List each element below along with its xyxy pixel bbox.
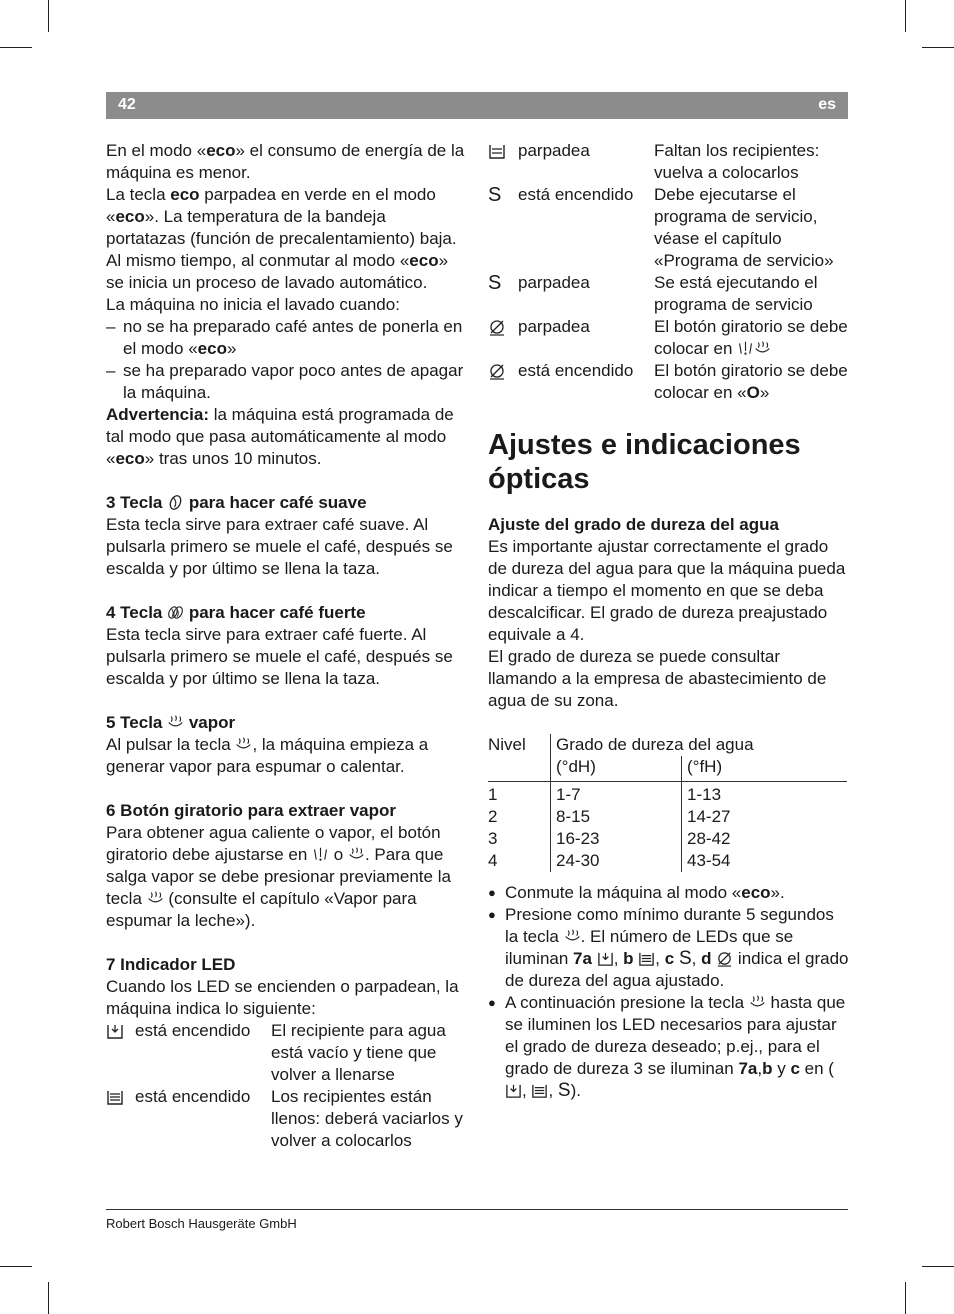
table-cell: 8-15 [551, 806, 682, 828]
table-cell: 3 [488, 829, 498, 848]
led-description: El recipiente para agua está vacío y tiene que volver a llenarse [271, 1021, 446, 1084]
table-header-row [488, 756, 847, 782]
list-item: – se ha preparado vapor poco antes de apagar la máquina. [106, 360, 468, 404]
rotary-knob-icon [488, 318, 506, 336]
steam-icon [167, 714, 184, 731]
table-header-cell: (°fH) [682, 756, 848, 782]
warning-paragraph: Advertencia: la máquina está programada de tal modo que pasa automáticamente al modo «eco» tras unos 10 minutos. [106, 405, 454, 468]
led-indicator-row [488, 184, 850, 272]
table-cell: 16-23 [551, 828, 682, 850]
eco-paragraph-2: La tecla eco parpadea en verde en el modo «eco». La temperatura de la bandeja portatazas (función de precalentamiento) baja. [106, 185, 457, 248]
page-header-bar [106, 92, 848, 119]
section-text: Al pulsar la tecla , la máquina empieza a generar vapor para espumar o calentar. [106, 735, 429, 776]
led-description: Faltan los recipientes: vuelva a colocarlos [654, 141, 820, 182]
service-symbol: S [488, 272, 502, 294]
steam-icon [564, 928, 581, 945]
table-cell: 1-13 [682, 782, 848, 807]
water-tank-icon [106, 1022, 124, 1040]
crop-mark [922, 1266, 954, 1267]
list-item: – no se ha preparado café antes de ponerla en el modo «eco» [106, 316, 468, 360]
section-heading: 3 Tecla para hacer café suave [106, 493, 367, 512]
grounds-container-icon [638, 950, 655, 967]
grounds-container-icon [531, 1082, 548, 1099]
eco-paragraph-4: La máquina no inicia el lavado cuando: [106, 295, 400, 314]
strong-coffee-beans-icon [167, 604, 184, 621]
led-state: parpadea [518, 273, 590, 292]
eco-paragraph-1: En el modo «eco» el consumo de energía de la máquina es menor. [106, 141, 465, 182]
language-code: es [818, 96, 836, 113]
grounds-container-icon [106, 1088, 124, 1106]
hot-water-icon [737, 340, 754, 357]
footer-company: Robert Bosch Hausgeräte GmbH [106, 1216, 297, 1231]
section-text: Esta tecla sirve para extraer café fuerte. Al pulsarla primero se muele el café, después se escalda y por último se llena la taza. [106, 625, 453, 688]
service-symbol: S [488, 184, 502, 206]
table-row [488, 828, 847, 850]
list-item: ● Presione como mínimo durante 5 segundos la tecla . El número de LEDs que se iluminan 7a , b , c S, d indica el grado de dureza del agua ajustado. [488, 904, 850, 992]
water-tank-icon [505, 1082, 522, 1099]
section-heading: 7 Indicador LED [106, 955, 236, 974]
table-header-row [488, 734, 847, 756]
crop-mark [48, 0, 49, 32]
led-description: Debe ejecutarse el programa de servicio, véase el capítulo «Programa de servicio» [654, 185, 834, 270]
table-header-cell [488, 756, 551, 782]
rotary-knob-icon [488, 362, 506, 380]
table-cell: 28-42 [682, 828, 848, 850]
table-cell: 4 [488, 851, 498, 870]
led-state: está encendido [135, 1021, 251, 1040]
section-text: Para obtener agua caliente o vapor, el botón giratorio debe ajustarse en o . Para que salga vapor se debe presionar previamente la tecla (consulte el capítulo «Vapor para espumar la leche»). [106, 823, 451, 930]
steam-icon [348, 846, 365, 863]
steam-icon [235, 736, 252, 753]
led-indicator-row [106, 1086, 468, 1152]
table-header-cell: Nivel [488, 735, 526, 754]
led-description: Se está ejecutando el programa de servicio [654, 273, 818, 314]
table-cell: 2 [488, 807, 498, 826]
crop-mark [922, 47, 954, 48]
led-indicator-row [488, 316, 850, 360]
crop-mark [905, 1282, 906, 1314]
crop-mark [0, 47, 32, 48]
list-item: ● Conmute la máquina al modo «eco». [488, 882, 850, 904]
right-column [488, 140, 850, 1102]
table-cell: 1 [488, 785, 498, 804]
table-cell: 14-27 [682, 806, 848, 828]
rotary-knob-icon [716, 950, 733, 967]
water-tank-icon [597, 950, 614, 967]
list-item: ● A continuación presione la tecla hasta que se iluminen los LED necesarios para ajustar el grado de dureza deseado; p.ej., para el grado de dureza 3 se iluminan 7a,b y c en (, , S). [488, 992, 850, 1102]
led-description: Los recipientes están llenos: deberá vaciarlos y volver a colocarlos [271, 1087, 463, 1150]
steam-icon [754, 340, 771, 357]
section-heading: 5 Tecla vapor [106, 713, 236, 732]
led-indicator-row [488, 360, 850, 404]
led-state: está encendido [518, 361, 634, 380]
table-header-cell: Grado de dureza del agua [551, 734, 848, 756]
section-text: El grado de dureza se puede consultar llamando a la empresa de abastecimiento de agua de su zona. [488, 647, 827, 710]
section-heading: Ajuste del grado de dureza del agua [488, 515, 779, 534]
led-state: parpadea [518, 317, 590, 336]
section-heading: 6 Botón giratorio para extraer vapor [106, 801, 397, 820]
crop-mark [905, 0, 906, 32]
left-column [106, 140, 468, 1152]
led-indicator-row [488, 140, 850, 184]
steam-icon [147, 890, 164, 907]
page-heading: Ajustes e indicaciones ópticas [488, 429, 801, 495]
table-cell: 43-54 [682, 850, 848, 872]
eco-paragraph-3: Al mismo tiempo, al conmutar al modo «eco» se inicia un proceso de lavado automático. [106, 251, 449, 292]
crop-mark [48, 1282, 49, 1314]
hot-water-icon [312, 846, 329, 863]
led-state: está encendido [135, 1087, 251, 1106]
led-description: El botón giratorio se debe colocar en [654, 317, 848, 358]
led-state: está encendido [518, 185, 634, 204]
section-text: Es importante ajustar correctamente el grado de dureza del agua para que la máquina pueda indicar a tiempo el momento en que se deba descalcificar. El grado de dureza preajustado equivale a 4. [488, 537, 846, 644]
table-cell: 24-30 [551, 850, 682, 872]
table-cell: 1-7 [551, 782, 682, 807]
crop-mark [0, 1266, 32, 1267]
steam-icon [749, 994, 766, 1011]
water-hardness-table [488, 734, 847, 872]
section-heading: 4 Tecla para hacer café fuerte [106, 603, 366, 622]
section-text: Esta tecla sirve para extraer café suave. Al pulsarla primero se muele el café, después se escalda y por último se llena la taza. [106, 515, 453, 578]
table-header-cell: (°dH) [551, 756, 682, 782]
table-row [488, 850, 847, 872]
led-indicator-row [488, 272, 850, 316]
containers-missing-icon [488, 142, 506, 160]
led-indicator-row [106, 1020, 468, 1086]
section-text: Cuando los LED se encienden o parpadean, la máquina indica lo siguiente: [106, 977, 459, 1018]
page-number: 42 [118, 96, 136, 113]
mild-coffee-bean-icon [167, 494, 184, 511]
led-state: parpadea [518, 141, 590, 160]
table-row [488, 806, 847, 828]
table-row [488, 782, 847, 807]
led-description: El botón giratorio se debe colocar en «O» [654, 361, 848, 402]
footer-rule [106, 1209, 848, 1210]
